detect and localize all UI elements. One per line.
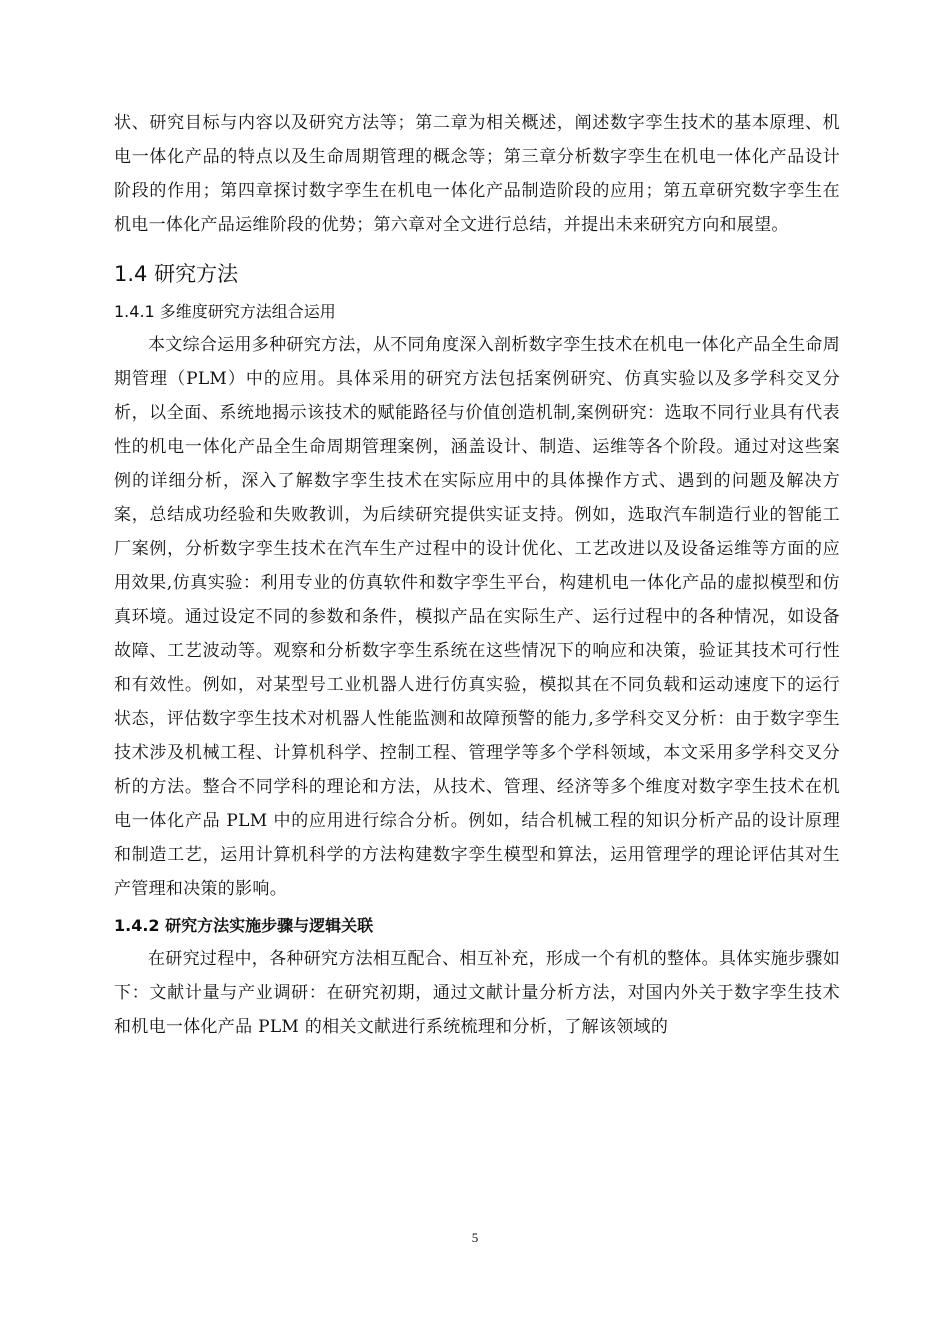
subsection-1-4-1-paragraph: 本文综合运用多种研究方法，从不同角度深入剖析数字孪生技术在机电一体化产品全生命周期管理（PLM）中的应用。具体采用的研究方法包括案例研究、仿真实验以及多学科交叉分析，以全面、系统地揭示该技术的赋能路径与价值创造机制,案例研究：选取不同行业具有代表性的机电一体化产品全生命周期管理案例，涵盖设计、制造、运维等各个阶段。通过对这些案例的详细分析，深入了解数字孪生技术在实际应用中的具体操作方式、遇到的问题及解决方案，总结成功经验和失败教训，为后续研究提供实证支持。例如，选取汽车制造行业的智能工厂案例，分析数字孪生技术在汽车生产过程中的设计优化、工艺改进以及设备运维等方面的应用效果,仿真实验：利用专业的仿真软件和数字孪生平台，构建机电一体化产品的虚拟模型和仿真环境。通过设定不同的参数和条件，模拟产品在实际生产、运行过程中的各种情况，如设备故障、工艺波动等。观察和分析数字孪生系统在这些情况下的响应和决策，验证其技术可行性和有效性。例如，对某型号工业机器人进行仿真实验，模拟其在不同负载和运动速度下的运行状态，评估数字孪生技术对机器人性能监测和故障预警的能力,多学科交叉分析：由于数字孪生技术涉及机械工程、计算机科学、控制工程、管理学等多个学科领域，本文采用多学科交叉分析的方法。整合不同学科的理论和方法，从技术、管理、经济等多个维度对数字孪生技术在机电一体化产品 PLM 中的应用进行综合分析。例如，结合机械工程的知识分析产品的设计原理和制造工艺，运用计算机科学的方法构建数字孪生模型和算法，运用管理学的理论评估其对生产管理和决策的影响。 <box>114 335 840 899</box>
subsection-heading-1-4-1: 1.4.1 多维度研究方法组合运用 <box>114 302 336 321</box>
intro-paragraph: 状、研究目标与内容以及研究方法等；第二章为相关概述，阐述数字孪生技术的基本原理、机电一体化产品的特点以及生命周期管理的概念等；第三章分析数字孪生在机电一体化产品设计阶段的作用；第四章探讨数字孪生在机电一体化产品制造阶段的应用；第五章研究数字孪生在机电一体化产品运维阶段的优势；第六章对全文进行总结，并提出未来研究方向和展望。 <box>114 113 840 235</box>
subsection-1-4-2-paragraph: 在研究过程中，各种研究方法相互配合、相互补充，形成一个有机的整体。具体实施步骤如下：文献计量与产业调研：在研究初期，通过文献计量分析方法，对国内外关于数字孪生技术和机电一体化产品 PLM 的相关文献进行系统梳理和分析，了解该领域的 <box>114 949 840 1037</box>
section-heading-1-4: 1.4 研究方法 <box>114 262 239 286</box>
subsection-heading-1-4-2: 1.4.2 研究方法实施步骤与逻辑关联 <box>114 916 374 935</box>
page-number: 5 <box>471 1230 479 1245</box>
document-page <box>114 106 840 1044</box>
